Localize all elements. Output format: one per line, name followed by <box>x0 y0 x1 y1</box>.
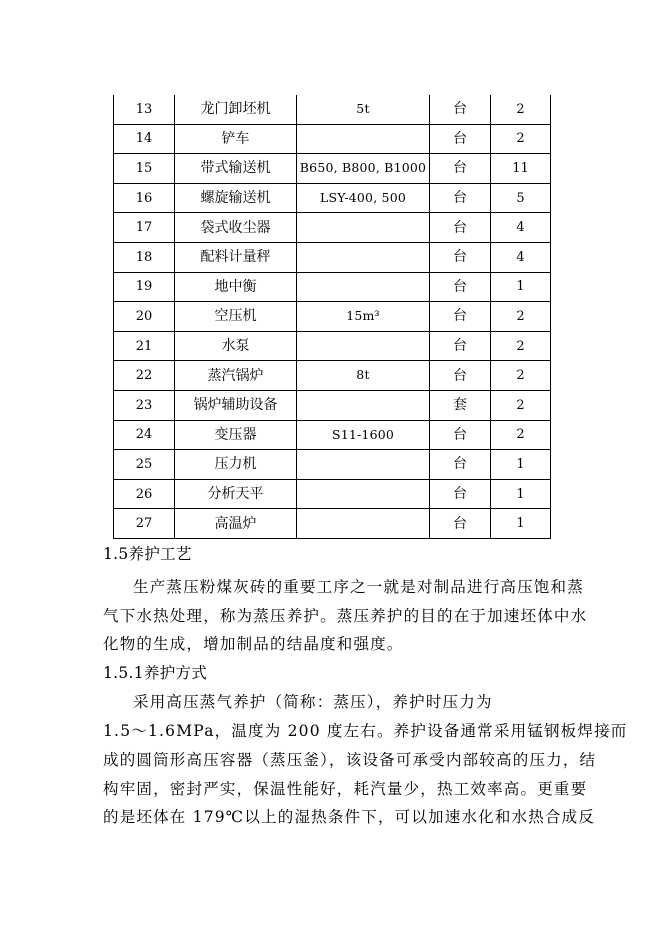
cell-quantity: 1 <box>491 450 551 480</box>
table-row <box>114 95 551 124</box>
cell-unit: 台 <box>430 272 491 302</box>
cell-unit: 台 <box>430 124 491 154</box>
paragraph-line: 化物的生成，增加制品的结晶度和强度。 <box>103 635 404 653</box>
cell-unit: 台 <box>430 361 491 391</box>
cell-number: 19 <box>114 272 175 302</box>
cell-quantity: 2 <box>491 124 551 154</box>
cell-quantity: 4 <box>491 242 551 272</box>
paragraph-line: 构牢固，密封严实，保温性能好，耗汽量少，热工效率高。更重要 <box>103 780 588 798</box>
cell-number: 18 <box>114 242 175 272</box>
table-row <box>114 124 551 154</box>
cell-specification: B650, B800, B1000 <box>297 154 430 184</box>
cell-unit: 台 <box>430 479 491 509</box>
table-row <box>114 361 551 391</box>
cell-quantity: 2 <box>491 420 551 450</box>
cell-specification <box>297 479 430 509</box>
cell-specification <box>297 509 430 539</box>
cell-unit: 台 <box>430 242 491 272</box>
cell-equipment-name: 蒸汽锅炉 <box>175 361 297 391</box>
paragraph-line: 1.5～1.6MPa，温度为 200 度左右。养护设备通常采用锰钢板焊接而 <box>103 722 628 740</box>
cell-specification <box>297 242 430 272</box>
cell-unit: 台 <box>430 302 491 332</box>
cell-number: 22 <box>114 361 175 391</box>
table-row <box>114 390 551 420</box>
cell-quantity: 2 <box>491 361 551 391</box>
cell-equipment-name: 地中衡 <box>175 272 297 302</box>
table-row <box>114 272 551 302</box>
cell-equipment-name: 变压器 <box>175 420 297 450</box>
cell-number: 15 <box>114 154 175 184</box>
cell-equipment-name: 袋式收尘器 <box>175 213 297 243</box>
cell-quantity: 2 <box>491 95 551 124</box>
cell-equipment-name: 分析天平 <box>175 479 297 509</box>
cell-number: 26 <box>114 479 175 509</box>
cell-unit: 台 <box>430 331 491 361</box>
table-row <box>114 242 551 272</box>
cell-quantity: 1 <box>491 479 551 509</box>
cell-unit: 台 <box>430 154 491 184</box>
equipment-table-body <box>114 95 551 538</box>
table-row <box>114 154 551 184</box>
cell-equipment-name: 锅炉辅助设备 <box>175 390 297 420</box>
cell-unit: 套 <box>430 390 491 420</box>
table-row <box>114 302 551 332</box>
cell-specification: S11-1600 <box>297 420 430 450</box>
cell-specification <box>297 331 430 361</box>
paragraph-line: 采用高压蒸气养护（简称：蒸压），养护时压力为 <box>133 693 493 711</box>
cell-number: 14 <box>114 124 175 154</box>
cell-quantity: 11 <box>491 154 551 184</box>
cell-number: 23 <box>114 390 175 420</box>
table-row <box>114 450 551 480</box>
cell-number: 16 <box>114 183 175 213</box>
cell-quantity: 4 <box>491 213 551 243</box>
cell-specification: 8t <box>297 361 430 391</box>
cell-quantity: 2 <box>491 331 551 361</box>
cell-specification: LSY-400, 500 <box>297 183 430 213</box>
equipment-table <box>113 95 551 539</box>
cell-equipment-name: 铲车 <box>175 124 297 154</box>
cell-specification <box>297 213 430 243</box>
table-row <box>114 183 551 213</box>
table-row <box>114 509 551 539</box>
cell-specification <box>297 124 430 154</box>
cell-equipment-name: 龙门卸坯机 <box>175 95 297 124</box>
cell-number: 24 <box>114 420 175 450</box>
cell-quantity: 2 <box>491 390 551 420</box>
table-row <box>114 331 551 361</box>
cell-equipment-name: 带式输送机 <box>175 154 297 184</box>
cell-quantity: 1 <box>491 272 551 302</box>
cell-equipment-name: 空压机 <box>175 302 297 332</box>
cell-unit: 台 <box>430 213 491 243</box>
cell-quantity: 1 <box>491 509 551 539</box>
cell-number: 25 <box>114 450 175 480</box>
cell-specification: 15m³ <box>297 302 430 332</box>
cell-unit: 台 <box>430 450 491 480</box>
cell-specification <box>297 450 430 480</box>
section-heading-1-5: 1.5养护工艺 <box>103 545 192 563</box>
cell-equipment-name: 高温炉 <box>175 509 297 539</box>
section-heading-1-5-1: 1.5.1养护方式 <box>103 664 208 682</box>
cell-number: 21 <box>114 331 175 361</box>
cell-number: 27 <box>114 509 175 539</box>
cell-unit: 台 <box>430 509 491 539</box>
table-row <box>114 479 551 509</box>
cell-number: 17 <box>114 213 175 243</box>
cell-equipment-name: 螺旋输送机 <box>175 183 297 213</box>
cell-number: 13 <box>114 95 175 124</box>
cell-unit: 台 <box>430 95 491 124</box>
cell-quantity: 2 <box>491 302 551 332</box>
table-row <box>114 420 551 450</box>
cell-equipment-name: 压力机 <box>175 450 297 480</box>
cell-quantity: 5 <box>491 183 551 213</box>
cell-specification: 5t <box>297 95 430 124</box>
cell-number: 20 <box>114 302 175 332</box>
cell-specification <box>297 390 430 420</box>
cell-equipment-name: 配料计量秤 <box>175 242 297 272</box>
paragraph-line: 的是坯体在 179℃以上的湿热条件下，可以加速水化和水热合成反 <box>103 808 596 826</box>
paragraph-line: 成的圆筒形高压容器（蒸压釜），该设备可承受内部较高的压力，结 <box>103 751 597 769</box>
cell-specification <box>297 272 430 302</box>
paragraph-line: 气下水热处理，称为蒸压养护。蒸压养护的目的在于加速坯体中水 <box>103 607 588 625</box>
cell-unit: 台 <box>430 183 491 213</box>
cell-unit: 台 <box>430 420 491 450</box>
paragraph-line: 生产蒸压粉煤灰砖的重要工序之一就是对制品进行高压饱和蒸 <box>133 578 584 596</box>
cell-equipment-name: 水泵 <box>175 331 297 361</box>
table-row <box>114 213 551 243</box>
